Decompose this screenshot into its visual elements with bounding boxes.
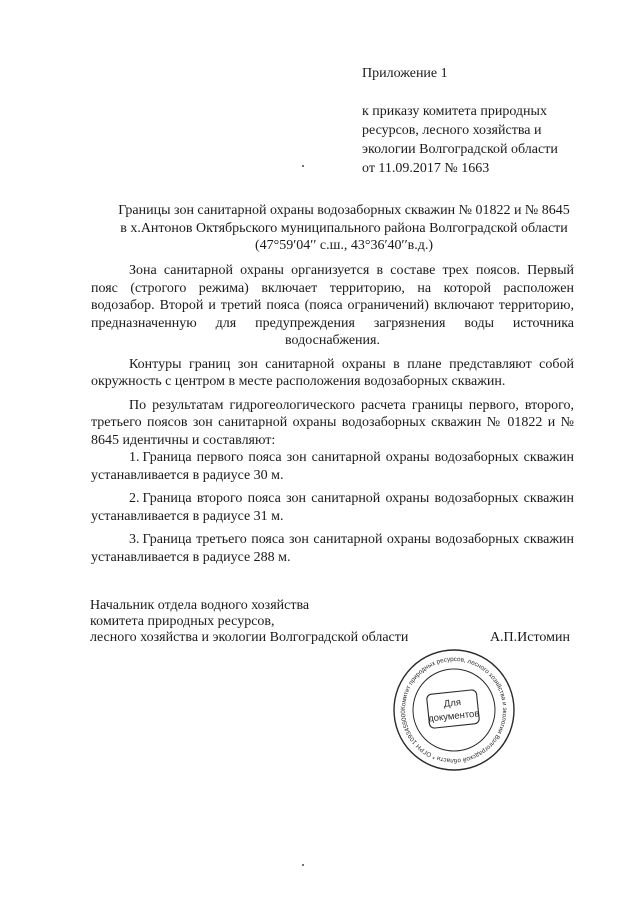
paragraph-calculation: По результатам гидрогеологического расчета границы первого, второго, третьего поясов зон санитарной охраны водозаборных скважин № 01822 и № 8645 идентичны и составляют: <box>91 397 574 448</box>
scan-mark <box>302 165 304 167</box>
paragraph-contours: Контуры границ зон санитарной охраны в плане представляют собой окружность с центром в месте расположения водозаборных скважин. <box>91 356 574 389</box>
list-item-text: Граница второго пояса зон санитарной охраны водозаборных скважин устанавливается в радиусе 31 м. <box>91 491 574 524</box>
list-item-number: 2. <box>129 491 140 506</box>
signer-position: лесного хозяйства и экологии Волгоградской области <box>90 630 409 645</box>
appendix-title: Приложение 1 <box>362 66 448 81</box>
title-line: Границы зон санитарной охраны водозаборных скважин № 01822 и № 8645 <box>118 203 570 218</box>
appendix-line: к приказу комитета природных <box>362 104 547 119</box>
signer-name: А.П.Истомин <box>489 630 570 645</box>
document-title <box>78 202 610 255</box>
signer-position: комитета природных ресурсов, <box>90 614 275 629</box>
signature-block <box>90 598 570 646</box>
title-line: в х.Антонов Октябрьского муниципального района Волгоградской области <box>120 220 568 236</box>
scan-mark <box>302 864 304 866</box>
list-item-number: 1. <box>129 450 140 465</box>
official-stamp <box>390 646 518 774</box>
list-item <box>91 449 574 484</box>
paragraph-zones: Зона санитарной охраны организуется в составе трех поясов. Первый пояс (строгого режима) включает территорию, на которой расположен водозабор. Второй и третий пояса (пояса ограничений) включают территорию, предназначенную для предупреждения загрязнения воды источника водоснабжения. <box>91 263 574 348</box>
list-item-number: 3. <box>129 532 140 547</box>
body-text <box>91 262 574 566</box>
signer-position: Начальник отдела водного хозяйства <box>90 598 310 613</box>
appendix-line: ресурсов, лесного хозяйства и <box>362 123 542 138</box>
stamp-center-line: документов <box>427 708 480 725</box>
list-item-text: Граница первого пояса зон санитарной охраны водозаборных скважин устанавливается в радиусе 30 м. <box>91 450 574 483</box>
title-coordinates: (47°59′04′′ с.ш., 43°36′40′′в.д.) <box>254 238 434 253</box>
appendix-header <box>362 64 558 178</box>
list-item-text: Граница третьего пояса зон санитарной охраны водозаборных скважин устанавливается в радиусе 288 м. <box>91 532 574 565</box>
list-item <box>91 531 574 566</box>
stamp-ring-path: Комитет природных ресурсов, лесного хозяйства и экологии Волгоградской области * ОГРН 1093459000 <box>399 655 509 765</box>
appendix-order-number: от 11.09.2017 № 1663 <box>362 161 490 176</box>
appendix-line: экологии Волгоградской области <box>362 142 558 157</box>
stamp-center-line: Для <box>443 697 462 710</box>
list-item <box>91 490 574 525</box>
